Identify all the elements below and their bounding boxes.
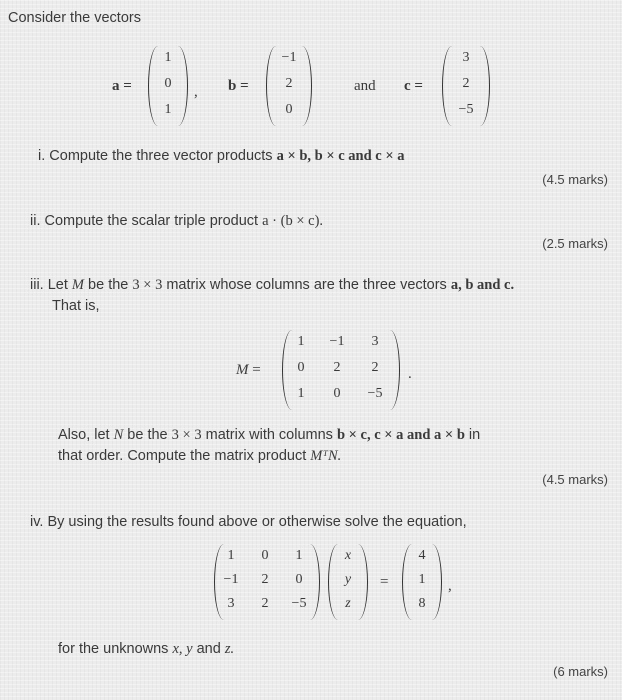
vector-a (148, 46, 188, 126)
matrix-m-cell: 3 (371, 334, 379, 349)
question-4-footer: for the unknowns x, y and z. (58, 641, 235, 657)
question-3-marks: (4.5 marks) (542, 472, 608, 487)
coefficient-cell: 0 (295, 572, 303, 587)
vector-b-cell: 0 (285, 102, 293, 117)
coefficient-cell: 3 (227, 596, 235, 611)
coefficient-cell: 2 (261, 572, 269, 587)
matrix-coefficients (214, 544, 320, 620)
coefficient-cell: 2 (261, 596, 269, 611)
vector-c-cell: 2 (462, 76, 470, 91)
vector-b-cell: −1 (281, 50, 297, 65)
vector-c-label: c = (404, 78, 423, 94)
unknown-cell: z (345, 596, 351, 611)
vector-b (266, 46, 312, 126)
intro-text: Consider the vectors (8, 10, 141, 26)
vector-c-cell: −5 (458, 102, 474, 117)
coefficient-cell: −1 (223, 572, 239, 587)
vector-a-cell: 0 (164, 76, 172, 91)
vector-b-label: b = (228, 78, 249, 94)
matrix-m-cell: −5 (367, 386, 383, 401)
matrix-m-label: M = (236, 362, 261, 378)
vector-unknowns (328, 544, 368, 620)
question-3-that-is: That is, (52, 298, 100, 314)
question-4-marks: (6 marks) (553, 664, 608, 679)
matrix-m-cell: 0 (297, 360, 305, 375)
question-4: iv. By using the results found above or otherwise solve the equation, (30, 514, 467, 530)
vector-b-cell: 2 (285, 76, 293, 91)
vector-a-label: a = (112, 78, 132, 94)
coefficient-cell: −5 (291, 596, 307, 611)
matrix-m-cell: 0 (333, 386, 341, 401)
rhs-cell: 4 (418, 548, 426, 563)
vector-separator: , (194, 84, 198, 100)
question-2-marks: (2.5 marks) (542, 236, 608, 251)
coefficient-cell: 1 (227, 548, 235, 563)
and-word: and (354, 78, 376, 94)
question-3-product: that order. Compute the matrix product MᵀN. (58, 448, 342, 464)
rhs-cell: 8 (418, 596, 426, 611)
matrix-m (282, 330, 400, 410)
vector-c (442, 46, 490, 126)
vector-a-cell: 1 (164, 50, 172, 65)
rhs-cell: 1 (418, 572, 426, 587)
matrix-m-period: . (408, 366, 412, 382)
equation-equals: = (380, 574, 389, 590)
coefficient-cell: 0 (261, 548, 269, 563)
vector-c-cell: 3 (462, 50, 470, 65)
unknown-cell: y (344, 572, 352, 587)
matrix-m-cell: −1 (329, 334, 345, 349)
unknown-cell: x (344, 548, 352, 563)
vector-a-cell: 1 (164, 102, 172, 117)
question-1-marks: (4.5 marks) (542, 172, 608, 187)
question-3: iii. Let M be the 3 × 3 matrix whose columns are the three vectors a, b and c. (30, 277, 515, 293)
question-2: ii. Compute the scalar triple product a · (b × c). (30, 213, 324, 229)
question-1: i. Compute the three vector products a × b, b × c and c × a (38, 148, 405, 164)
matrix-m-cell: 1 (297, 386, 305, 401)
matrix-m-cell: 2 (333, 360, 341, 375)
equation-comma: , (448, 578, 452, 594)
vector-rhs (402, 544, 442, 620)
coefficient-cell: 1 (295, 548, 303, 563)
matrix-m-cell: 1 (297, 334, 305, 349)
matrix-m-cell: 2 (371, 360, 379, 375)
question-3-also: Also, let N be the 3 × 3 matrix with columns b × c, c × a and a × b in (58, 427, 481, 443)
